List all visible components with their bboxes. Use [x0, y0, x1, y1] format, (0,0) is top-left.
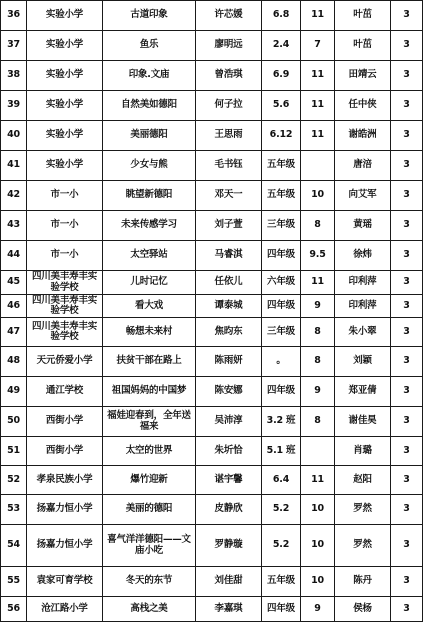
award-level: 3 [391, 181, 423, 211]
author-name: 陈安娜 [196, 377, 262, 407]
author-name: 任依儿 [196, 271, 262, 295]
author-name: 刘子萱 [196, 211, 262, 241]
school-name: 西街小学 [27, 407, 103, 437]
row-number: 38 [1, 61, 27, 91]
author-name: 朱圻恰 [196, 437, 262, 466]
row-number: 41 [1, 151, 27, 181]
author-name: 何子拉 [196, 91, 262, 121]
grade-class: 2.4 [262, 31, 301, 61]
grade-class: 。 [262, 347, 301, 377]
age-cell: 11 [301, 61, 335, 91]
grade-class: 五年级 [262, 567, 301, 597]
row-number: 53 [1, 495, 27, 525]
work-title: 看大戏 [103, 295, 196, 318]
award-level: 3 [391, 241, 423, 271]
teacher-name: 陈丹 [335, 567, 391, 597]
school-name: 实验小学 [27, 151, 103, 181]
grade-class: 5.1 班 [262, 437, 301, 466]
work-title: 未来传感学习 [103, 211, 196, 241]
row-number: 52 [1, 466, 27, 495]
author-name: 吴沛淳 [196, 407, 262, 437]
work-title: 少女与熊 [103, 151, 196, 181]
school-name: 四川美丰寿丰实验学校 [27, 318, 103, 347]
age-cell [301, 151, 335, 181]
table-row [1, 151, 423, 181]
age-cell: 7 [301, 31, 335, 61]
author-name: 谌宇馨 [196, 466, 262, 495]
grade-class: 5.2 [262, 495, 301, 525]
age-cell: 8 [301, 211, 335, 241]
grade-class: 三年级 [262, 211, 301, 241]
row-number: 40 [1, 121, 27, 151]
age-cell: 9 [301, 377, 335, 407]
author-name: 陈雨妍 [196, 347, 262, 377]
teacher-name: 罗然 [335, 525, 391, 567]
table-row [1, 407, 423, 437]
work-title: 眺望新德阳 [103, 181, 196, 211]
award-level: 3 [391, 437, 423, 466]
work-title: 扶贫干部在路上 [103, 347, 196, 377]
table-row [1, 271, 423, 295]
award-level: 3 [391, 31, 423, 61]
award-level: 3 [391, 466, 423, 495]
grade-class: 五年级 [262, 181, 301, 211]
school-name: 实验小学 [27, 31, 103, 61]
award-level: 3 [391, 211, 423, 241]
teacher-name: 罗然 [335, 495, 391, 525]
school-name: 实验小学 [27, 1, 103, 31]
work-title: 美丽德阳 [103, 121, 196, 151]
award-level: 3 [391, 377, 423, 407]
teacher-name: 唐涪 [335, 151, 391, 181]
teacher-name: 肖璐 [335, 437, 391, 466]
school-name: 扬嘉力恒小学 [27, 495, 103, 525]
award-level: 3 [391, 347, 423, 377]
row-number: 45 [1, 271, 27, 295]
grade-class: 六年级 [262, 271, 301, 295]
row-number: 51 [1, 437, 27, 466]
table-row [1, 295, 423, 318]
table-row [1, 121, 423, 151]
author-name: 李嘉琪 [196, 597, 262, 622]
award-level: 3 [391, 1, 423, 31]
age-cell: 11 [301, 271, 335, 295]
age-cell: 11 [301, 91, 335, 121]
school-name: 袁家可育学校 [27, 567, 103, 597]
grade-class: 四年级 [262, 377, 301, 407]
school-name: 市一小 [27, 241, 103, 271]
table-row [1, 567, 423, 597]
school-name: 孝泉民族小学 [27, 466, 103, 495]
award-level: 3 [391, 121, 423, 151]
author-name: 邓天一 [196, 181, 262, 211]
award-level: 3 [391, 525, 423, 567]
work-title: 祖国妈妈的中国梦 [103, 377, 196, 407]
grade-class: 6.9 [262, 61, 301, 91]
age-cell: 8 [301, 407, 335, 437]
work-title: 古道印象 [103, 1, 196, 31]
grade-class: 四年级 [262, 241, 301, 271]
grade-class: 6.12 [262, 121, 301, 151]
table-row [1, 61, 423, 91]
row-number: 49 [1, 377, 27, 407]
work-title: 爆竹迎新 [103, 466, 196, 495]
teacher-name: 赵阳 [335, 466, 391, 495]
author-name: 谭泰城 [196, 295, 262, 318]
author-name: 皮静欣 [196, 495, 262, 525]
school-name: 市一小 [27, 181, 103, 211]
teacher-name: 谢佳昊 [335, 407, 391, 437]
school-name: 西街小学 [27, 437, 103, 466]
table-row [1, 181, 423, 211]
age-cell: 9 [301, 295, 335, 318]
grade-class: 五年级 [262, 151, 301, 181]
award-level: 3 [391, 295, 423, 318]
award-level: 3 [391, 597, 423, 622]
row-number: 56 [1, 597, 27, 622]
table-row [1, 211, 423, 241]
table-row [1, 466, 423, 495]
grade-class: 6.8 [262, 1, 301, 31]
age-cell: 10 [301, 567, 335, 597]
work-title: 美丽的德阳 [103, 495, 196, 525]
row-number: 37 [1, 31, 27, 61]
teacher-name: 叶茁 [335, 31, 391, 61]
age-cell: 10 [301, 495, 335, 525]
row-number: 39 [1, 91, 27, 121]
row-number: 55 [1, 567, 27, 597]
table-row [1, 597, 423, 622]
age-cell: 9 [301, 597, 335, 622]
table-body [1, 1, 423, 622]
work-title: 喜气洋洋德阳——文庙小吃 [103, 525, 196, 567]
school-name: 天元侨爱小学 [27, 347, 103, 377]
work-title: 太空的世界 [103, 437, 196, 466]
age-cell: 10 [301, 525, 335, 567]
row-number: 43 [1, 211, 27, 241]
grade-class: 5.6 [262, 91, 301, 121]
school-name: 实验小学 [27, 121, 103, 151]
grade-class: 3.2 班 [262, 407, 301, 437]
award-level: 3 [391, 567, 423, 597]
work-title: 自然美如德阳 [103, 91, 196, 121]
author-name: 罗静璇 [196, 525, 262, 567]
teacher-name: 徐炜 [335, 241, 391, 271]
award-level: 3 [391, 151, 423, 181]
age-cell: 11 [301, 466, 335, 495]
work-title: 福娃迎春到，全年送福来 [103, 407, 196, 437]
age-cell: 8 [301, 318, 335, 347]
work-title: 高栈之美 [103, 597, 196, 622]
table-row [1, 525, 423, 567]
teacher-name: 黄瑶 [335, 211, 391, 241]
teacher-name: 任中侠 [335, 91, 391, 121]
row-number: 47 [1, 318, 27, 347]
award-level: 3 [391, 61, 423, 91]
grade-class: 6.4 [262, 466, 301, 495]
work-title: 印象.文庙 [103, 61, 196, 91]
school-name: 实验小学 [27, 91, 103, 121]
teacher-name: 郑亚倩 [335, 377, 391, 407]
school-name: 四川美丰寿丰实验学校 [27, 271, 103, 295]
teacher-name: 田靖云 [335, 61, 391, 91]
teacher-name: 叶茁 [335, 1, 391, 31]
row-number: 54 [1, 525, 27, 567]
school-name: 四川美丰寿丰实验学校 [27, 295, 103, 318]
table-row [1, 31, 423, 61]
school-name: 市一小 [27, 211, 103, 241]
school-name: 沧江路小学 [27, 597, 103, 622]
teacher-name: 印利萍 [335, 295, 391, 318]
award-level: 3 [391, 271, 423, 295]
age-cell: 8 [301, 347, 335, 377]
award-level: 3 [391, 407, 423, 437]
table-row [1, 437, 423, 466]
teacher-name: 向艾军 [335, 181, 391, 211]
author-name: 王思雨 [196, 121, 262, 151]
award-level: 3 [391, 318, 423, 347]
grade-class: 5.2 [262, 525, 301, 567]
author-name: 刘佳甜 [196, 567, 262, 597]
age-cell: 9.5 [301, 241, 335, 271]
work-title: 太空驿站 [103, 241, 196, 271]
teacher-name: 朱小翠 [335, 318, 391, 347]
author-name: 廖明远 [196, 31, 262, 61]
grade-class: 四年级 [262, 597, 301, 622]
author-name: 许芯媛 [196, 1, 262, 31]
author-name: 曾浩琪 [196, 61, 262, 91]
teacher-name: 刘颖 [335, 347, 391, 377]
table-row [1, 1, 423, 31]
row-number: 36 [1, 1, 27, 31]
age-cell: 10 [301, 181, 335, 211]
row-number: 42 [1, 181, 27, 211]
table-row [1, 241, 423, 271]
age-cell [301, 437, 335, 466]
row-number: 48 [1, 347, 27, 377]
teacher-name: 侯杨 [335, 597, 391, 622]
award-level: 3 [391, 495, 423, 525]
school-name: 实验小学 [27, 61, 103, 91]
author-name: 毛书钰 [196, 151, 262, 181]
grade-class: 四年级 [262, 295, 301, 318]
school-name: 扬嘉力恒小学 [27, 525, 103, 567]
age-cell: 11 [301, 121, 335, 151]
work-title: 鱼乐 [103, 31, 196, 61]
table-row [1, 91, 423, 121]
row-number: 50 [1, 407, 27, 437]
table-row [1, 347, 423, 377]
table-row [1, 318, 423, 347]
row-number: 46 [1, 295, 27, 318]
school-name: 通江学校 [27, 377, 103, 407]
work-title: 畅想未来村 [103, 318, 196, 347]
age-cell: 11 [301, 1, 335, 31]
teacher-name: 印利萍 [335, 271, 391, 295]
table-row [1, 377, 423, 407]
author-name: 焦昀东 [196, 318, 262, 347]
award-level: 3 [391, 91, 423, 121]
teacher-name: 谢皓洲 [335, 121, 391, 151]
table-row [1, 495, 423, 525]
grade-class: 三年级 [262, 318, 301, 347]
work-title: 儿时记忆 [103, 271, 196, 295]
row-number: 44 [1, 241, 27, 271]
work-title: 冬天的东节 [103, 567, 196, 597]
author-name: 马睿淇 [196, 241, 262, 271]
